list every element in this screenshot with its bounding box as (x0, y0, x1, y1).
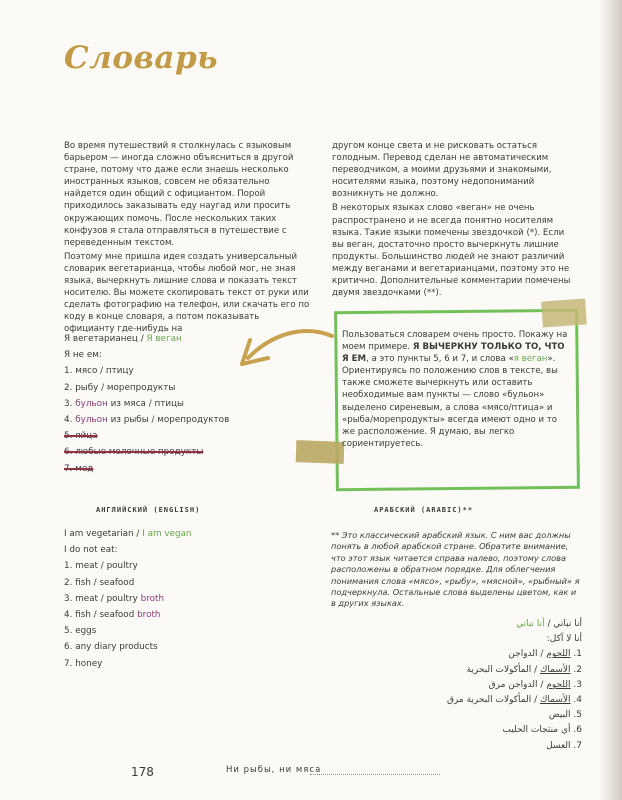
russian-phrase-list (64, 331, 229, 477)
list-item: I am vegetarian / I am vegan (64, 529, 192, 539)
list-item: 4. бульон из рыбы / морепродуктов (64, 415, 230, 426)
list-item: 7. honey (64, 658, 103, 669)
list-item-struck: 6. любые молочные продукты (64, 447, 204, 458)
tape-decoration-top (541, 298, 587, 327)
intro-paragraph-1: Во время путешествий я столкнулась с языковым барьером — иногда сложно объясниться в другой стране, потому что даже если знаешь несколько иностранных языков, совсем не обязательно найдется один общий с официантом. Порой приходилось заказывать еду наугад или просить окружающих помочь. После нескольких таких конфузов я стала отправляться в путешествие с переведенным текстом. (64, 141, 294, 248)
list-item: 4. fish / seafood broth (64, 610, 161, 621)
fish-word: الأسماك (539, 695, 571, 706)
callout-text-1: Пользоваться словарем очень просто. Покажу на моем примере. (342, 330, 568, 353)
fish-word: الأسماك (539, 664, 571, 675)
list-item: 3. бульон из мяса / птицы (64, 398, 185, 409)
list-item: 6. any diary products (64, 642, 158, 653)
tape-decoration-left (296, 440, 345, 464)
vegan-phrase: I am vegan (142, 529, 192, 539)
footer-dotted-line (310, 774, 440, 775)
meat-word: اللحوم (546, 679, 571, 690)
page-title: Словарь (64, 40, 219, 76)
broth-word: бульон (75, 415, 108, 426)
list-item: 3. اللحوم / الدواجن مرق (488, 679, 582, 690)
english-phrase-list (64, 526, 192, 672)
callout-bold-text: Я ВЫЧЕРКНУ ТОЛЬКО ТО, ЧТО Я ЕМ (342, 342, 565, 365)
list-item: 1. мясо / птицу (64, 366, 134, 377)
list-item: Я вегетарианец / Я веган (64, 334, 182, 344)
vegan-phrase: Я веган (146, 334, 182, 344)
list-item: 5. eggs (64, 626, 97, 637)
broth-word: broth (137, 610, 161, 621)
english-section-header: АНГЛИЙСКИЙ (ENGLISH) (96, 506, 201, 514)
intro-paragraph-3: другом конце света и не рисковать остаться голодным. Перевод сделан не автоматическим переводчиком, а моими друзьями и знакомыми, носителями языка, поэтому недопониманий возникнуть не должно. (332, 141, 552, 200)
arabic-phrase-list (447, 617, 582, 754)
callout-vegan-word: я веган (513, 354, 548, 365)
arabic-section-header: АРАБСКИЙ (ARABIC)** (374, 506, 474, 514)
broth-word: бульон (75, 398, 108, 409)
list-item: Я не ем: (64, 350, 102, 361)
list-item: أنا نباتي / أنا نباتي (516, 619, 582, 629)
list-item: 3. meat / poultry broth (64, 593, 165, 604)
list-item: أنا لا آكل: (546, 634, 582, 645)
list-item: 7. العسل (546, 740, 582, 751)
page-scan-edge (598, 0, 622, 800)
list-item: 1. meat / poultry (64, 561, 138, 572)
list-item-struck: 5. яйца (64, 431, 98, 442)
hand-drawn-arrow-icon (228, 318, 338, 378)
list-item: 4. الأسماك / المأكولات البحرية مرق (446, 695, 582, 706)
list-item: 1. اللحوم / الدواجن (508, 649, 582, 660)
list-item-struck: 7. мед (64, 463, 94, 474)
intro-paragraph-4: В некоторых языках слово «веган» не очень распространено и не всегда понятно носителям языка. Такие языки помечены звездочкой (*). Если вы веган, достаточно просто вычеркнуть лишние продукты. Большинство людей не знают различий между веганами и вегетарианцами, поэтому это не критично. Дополнительные комментарии помечены двумя звездочками (**). (332, 203, 571, 299)
intro-left-column (64, 140, 310, 338)
arabic-note: ** Это классический арабский язык. С ним вас должны понять в любой арабской стране. Обратите внимание, что этот язык читается справа налево, поэтому слова расположены в обратном порядке. Для облегчения понимания слова «мясо», «рыбу», «мясной», «рыбный» я подчеркнула. Остальные слова выделены цветом, как и в других языках. (331, 530, 580, 609)
list-item: I do not eat: (64, 545, 118, 556)
intro-right-column (332, 140, 578, 301)
callout-text-3: ». Ориентируясь по положению слов в тексте, вы также сможете вычеркнуть или оставить необходимые вам пункты — слово «бульон» выделено сиреневым, а слова «мясо/птица» и «рыба/морепродукты» всегда имеют одно и то же расположение. Я думаю, вы легко сориентируетесь. (342, 354, 558, 449)
callout-text-2: , а это пункты 5, 6 и 7, и слова « (366, 354, 514, 365)
running-footer-title: Ни рыбы, ни мяса (226, 765, 322, 775)
broth-word: broth (140, 593, 165, 604)
list-item: 2. الأسماك / المأكولات البحرية (466, 664, 582, 675)
instructions-callout (342, 329, 570, 450)
meat-word: اللحوم (546, 649, 571, 660)
list-item: 6. أي منتجات الحليب (502, 725, 582, 736)
list-item: 2. fish / seafood (64, 577, 135, 588)
page-number: 178 (131, 765, 154, 779)
intro-paragraph-2: Поэтому мне пришла идея создать универсальный словарик вегетарианца, чтобы любой мог, не зная языка, вычеркнуть лишние слова и показать текст носителю. Вы можете скопировать текст от руки или сделать фотографию на телефон, или скачать его по коду в конце словаря, а потом показывать официанту где-нибудь на (64, 251, 310, 335)
vegan-phrase: أنا نباتي (516, 619, 545, 629)
list-item: 2. рыбу / морепродукты (64, 382, 176, 393)
list-item: 5. البيض (548, 710, 582, 721)
